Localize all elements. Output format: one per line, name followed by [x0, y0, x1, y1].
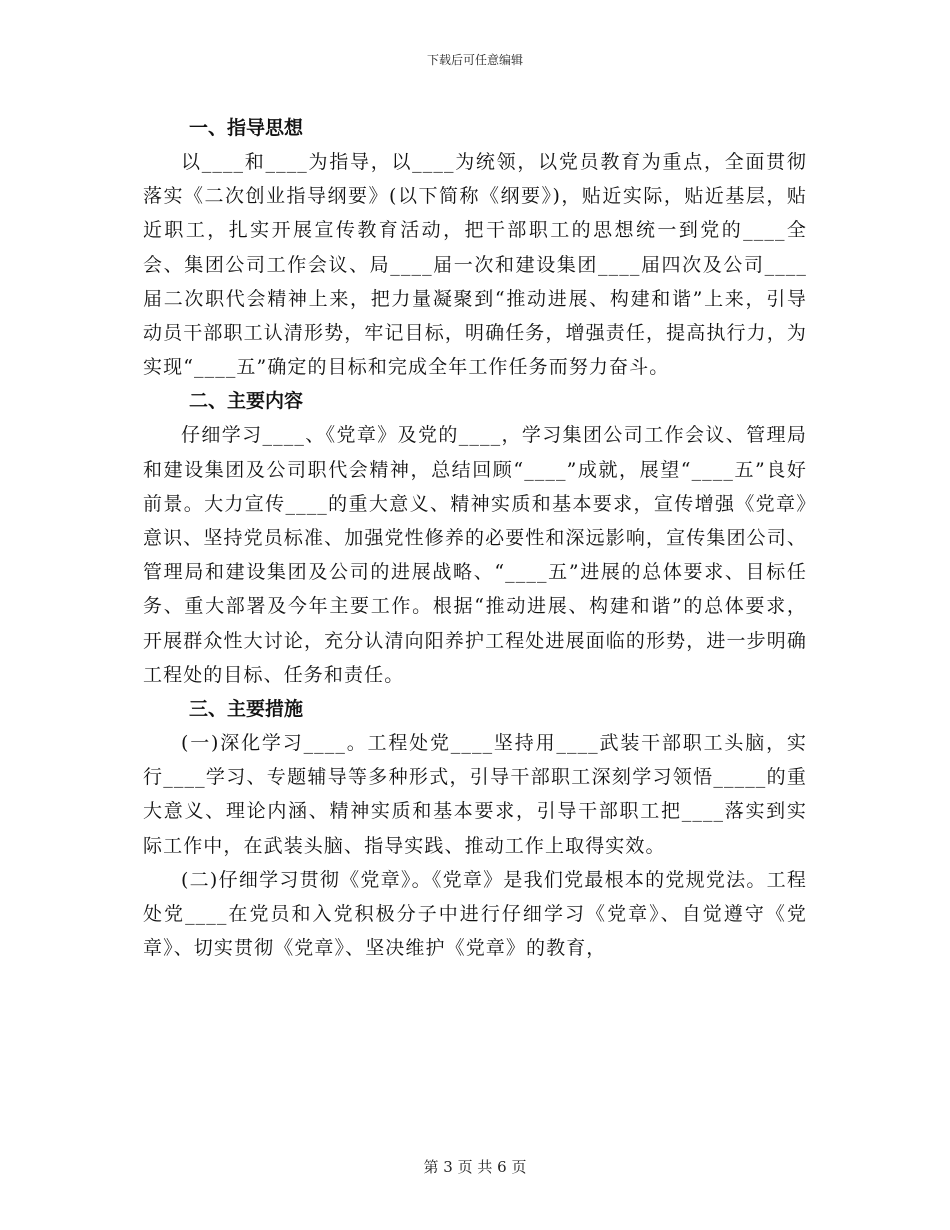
paragraph-measure-1: (一)深化学习____。工程处党____坚持用____武装干部职工头脑，实行____学习、专题辅导等多种形式，引导干部职工深刻学习领悟_____的重大意义、理论内涵、精神实质和基本要求，引导干部职工把____落实到实际工作中，在武装头脑、指导实践、推动工作上取得实效。 — [143, 732, 807, 857]
section-heading-guiding-ideology: 一、指导思想 — [189, 117, 304, 139]
document-body — [143, 111, 807, 965]
section-heading-main-measures: 三、主要措施 — [189, 698, 304, 721]
paragraph-main-content: 仔细学习____、《党章》及党的____，学习集团公司工作会议、管理局和建设集团及公司职代会精神，总结回顾“____”成就，展望“____五”良好前景。大力宣传____的重大意义、精神实质和基本要求，宣传增强《党章》意识、坚持党员标准、加强党性修养的必要性和深远影响，宣传集团公司、管理局和建设集团及公司的进展战略、“____五”进展的总体要求、目标任务、重大部署及今年主要工作。根据“推动进展、构建和谐”的总体要求，开展群众性大讨论，充分认清向阳养护工程处进展面临的形势，进一步明确工程处的目标、任务和责任。 — [143, 424, 807, 686]
page-header: 下载后可任意编辑 — [426, 53, 523, 67]
section-heading-main-content: 二、主要内容 — [189, 390, 304, 413]
page-number-footer: 第 3 页 共 6 页 — [423, 1158, 527, 1176]
paragraph-guiding-ideology: 以____和____为指导，以____为统领，以党员教育为重点，全面贯彻落实《二次创业指导纲要》(以下简称《纲要》)，贴近实际，贴近基层，贴近职工，扎实开展宣传教育活动，把干部职工的思想统一到党的____全会、集团公司工作会议、局____届一次和建设集团____届四次及公司____届二次职代会精神上来，把力量凝聚到“推动进展、构建和谐”上来，引导动员干部职工认清形势，牢记目标，明确任务，增强责任，提高执行力，为实现“____五”确定的目标和完成全年工作任务而努力奋斗。 — [143, 151, 807, 379]
paragraph-measure-2: (二)仔细学习贯彻《党章》。《党章》是我们党最根本的党规党法。工程处党____在党员和入党积极分子中进行仔细学习《党章》、自觉遵守《党章》、切实贯彻《党章》、坚决维护《党章》的教育， — [143, 868, 807, 960]
